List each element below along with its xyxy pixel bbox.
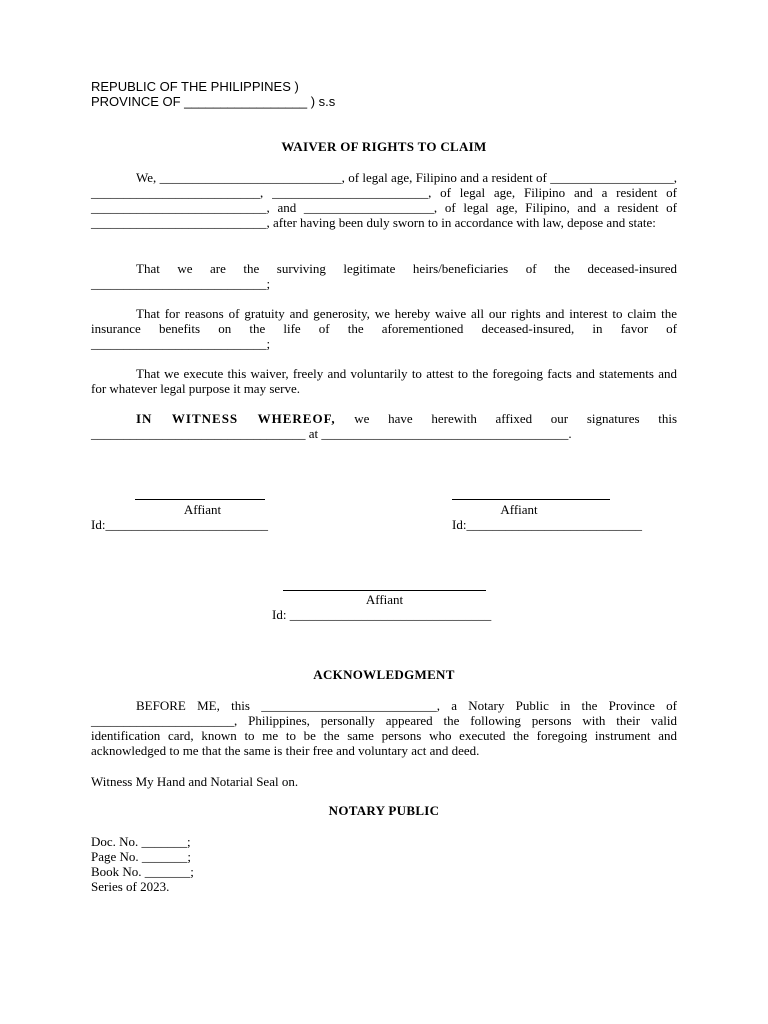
- acknowledgment-title: ACKNOWLEDGMENT: [313, 667, 455, 682]
- witness-text: we have herewith affixed our signatures this _________________________________ at ______________________________________.: [91, 411, 678, 441]
- affiant-3-signature-line: [283, 590, 486, 591]
- affiant-3-label: Affiant: [365, 592, 404, 607]
- notary-public-title: NOTARY PUBLIC: [328, 803, 440, 818]
- affiant-1-label: Affiant: [183, 502, 222, 517]
- execute-paragraph: That we execute this waiver, freely and voluntarily to attest to the foregoing facts and statements and for whatever legal purpose it may serve.: [91, 366, 677, 396]
- witness-paragraph: [91, 411, 677, 441]
- acknowledgment-paragraph: BEFORE ME, this ___________________________, a Notary Public in the Province of ______________________, Philippines, personally appeared the following persons with their valid identification card, known to me to be the same persons who executed the foregoing instrument and acknowledged to me that the same is their free and voluntary act and deed.: [91, 698, 677, 758]
- affiant-2-id: Id:___________________________: [452, 517, 642, 532]
- affiant-1-id: Id:_________________________: [91, 517, 268, 532]
- republic-header: REPUBLIC OF THE PHILIPPINES ): [91, 79, 299, 94]
- series-year: Series of 2023.: [91, 879, 170, 894]
- affiant-2-label: Affiant: [500, 502, 538, 517]
- waive-paragraph: That for reasons of gratuity and generosity, we hereby waive all our rights and interest to claim the insurance benefits on the life of the aforementioned deceased-insured, in favor of ___________________________;: [91, 306, 677, 351]
- province-header: PROVINCE OF _________________ ) s.s: [91, 94, 336, 109]
- book-no: Book No. _______;: [91, 864, 194, 879]
- witness-bold-heading: IN WITNESS WHEREOF,: [136, 411, 336, 426]
- intro-paragraph: We, ____________________________, of legal age, Filipino and a resident of ___________________, __________________________, ________________________, of legal age, Filipino and a resident of ___________________________, and ____________________, of legal age, Filipino, and a resident of ___________________________, after having been duly sworn to in accordance with law, depose and state:: [91, 170, 677, 230]
- doc-no: Doc. No. _______;: [91, 834, 191, 849]
- affiant-2-signature-line: [452, 499, 610, 500]
- notarial-seal-line: Witness My Hand and Notarial Seal on.: [91, 774, 299, 789]
- affiant-1-signature-line: [135, 499, 265, 500]
- heirs-paragraph: That we are the surviving legitimate heirs/beneficiaries of the deceased-insured ___________________________;: [91, 261, 677, 291]
- affiant-3-id: Id: _______________________________: [272, 607, 492, 622]
- document-title: WAIVER OF RIGHTS TO CLAIM: [281, 139, 487, 154]
- page-no: Page No. _______;: [91, 849, 192, 864]
